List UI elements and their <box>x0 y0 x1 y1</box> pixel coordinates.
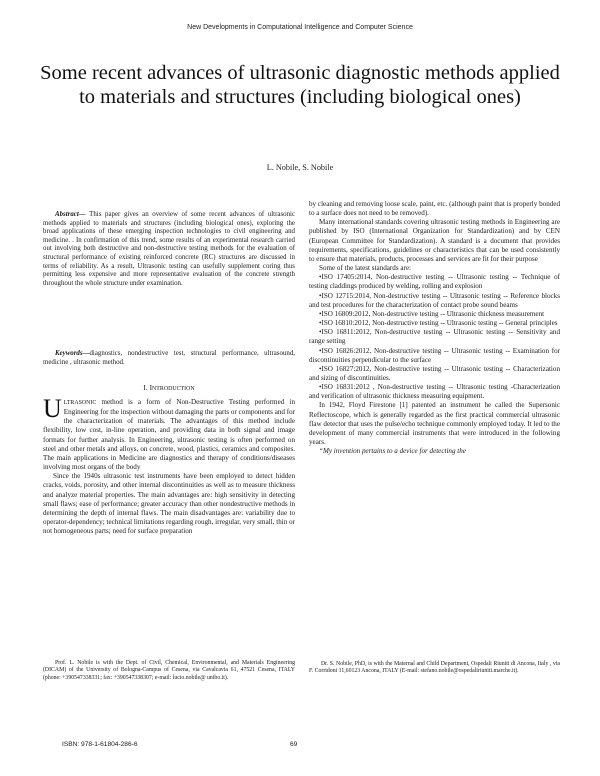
section-title-rest: NTRODUCTION <box>152 386 195 392</box>
footnote-right: Dr. S. Nobile, PhD, is with the Maternal and Child Department, Ospedali Riuniti di Ancona, Italy , via F. Corridoni 11,60123 Ancona, ITALY (E-mail: stefano.nobile@ospedaliriuniti.marche.it). <box>309 661 560 675</box>
quote-start: “My invention pertains to a device for detecting the <box>319 447 466 456</box>
authors: L. Nobile, S. Nobile <box>266 163 334 172</box>
page-number: 69 <box>290 741 298 748</box>
running-header: New Developments in Computational Intelligence and Computer Science <box>187 24 413 31</box>
abstract <box>43 211 295 288</box>
paper-title: Some recent advances of ultrasonic diagnostic methods applied to materials and structures (including biological ones) <box>40 62 560 108</box>
right-paragraph-1: Many international standards covering ultrasonic testing methods in Engineering are published by ISO (International Organization for Standardization) and by CEN (European Committee for Standardization). A standard is a document that provides requirements, specifications, guidelines or characteristics that can be used consistently to ensure that materials, products, processes and services are fit for their purpose <box>309 218 560 263</box>
right-paragraph-0: by cleaning and removing loose scale, paint, etc. (although paint that is properly bonded to a surface does not need to be removed). <box>309 200 560 218</box>
keywords-label: Keywords— <box>55 350 90 357</box>
section-initial: I <box>149 383 153 392</box>
right-paragraph-2: Some of the latest standards are: <box>319 264 411 273</box>
intro-smallcaps: LTRASONIC <box>63 400 97 406</box>
standard-item: •ISO 16831:2012 , Non-destructive testing -- Ultrasonic testing -Characterization and verification of ultrasonic thickness measuring equipment. <box>309 383 560 401</box>
standard-item: •ISO 12715:2014, Non-destructive testing -- Ultrasonic testing -- Reference blocks and test procedures for the characterization of contact probe sound beams <box>309 291 560 309</box>
isbn: ISBN: 978-1-61804-286-6 <box>62 741 138 748</box>
right-paragraph-3: In 1942, Floyd Firestone [1] patented an instrument he called the Supersonic Reflectoscope, which is generally regarded as the first practical commercial ultrasonic flaw detector that uses the pulse/echo technique commonly employed today. It led to the development of many commercial instruments that were introduced in the following years. <box>309 401 560 447</box>
standard-item: •ISO 16809:2012, Non-destructive testing -- Ultrasonic thickness measurement <box>319 309 545 318</box>
right-column <box>309 200 560 456</box>
standard-item: •ISO 17405:2014, Non-destructive testing -- Ultrasonic testing -- Technique of testing claddings produced by welding, rolling and explosion <box>309 273 560 291</box>
abstract-text: This paper gives an overview of some recent advances of ultrasonic methods applied to materials and structures (including biological ones), exploring the broad applications of these emerging inspection technologies to civil engineering and medicine. . In confirmation of this trend, some results of an experimental research carried out involving both destructive and non-destructive testing methods for the evaluation of structural performance of existing reinforced concrete (RC) structures are discussed in terms of reliability. As a result, Ultrasonic testing can usefully supplement coring thus permitting less expensive and more representative evaluation of the concrete strength throughout the whole structure under examination. <box>43 211 295 287</box>
section-heading <box>43 383 295 394</box>
intro-paragraph-1: method is a form of Non-Destructive Testing performed in Engineering for the inspection without damaging the parts or components and for the characterization of materials. The advantages of this method include flexibility, low cost, in-line operation, and providing data in both signal and image formats for further analysis. In Engineering, ultrasonic testing is often performed on steel and other metals and alloys, on concrete, wood, plastics, ceramics and composites. The main applications in Medicine are diagnostics and therapy of conditions/diseases involving most organs of the body <box>43 398 295 472</box>
abstract-label: Abstract— <box>55 211 86 218</box>
keywords <box>43 350 295 367</box>
standard-item: •ISO 16827:2012, Non-destructive testing -- Ultrasonic testing -- Characterization and sizing of discontinuities. <box>309 364 560 382</box>
introduction-body <box>43 394 295 536</box>
keywords-text: diagnostics, nondestructive test, structural performance, ultrasound, medicine , ultrasonic method. <box>43 350 295 366</box>
standard-item: •ISO 16810:2012, Non-destructive testing -- Ultrasonic testing -- General principles <box>319 319 558 328</box>
intro-paragraph-2: Since the 1940s ultrasonic test instruments have been employed to detect hidden cracks, voids, porosity, and other internal discontinuities as well as to measure thickness and analyze material properties. The main advantages are: high sensitivity in detecting small flaws; ease of performance; greater accuracy than other nondestructive methods in determining the depth of internal flaws. The main disadvantages are: variability due to operator-dependency; technical limitations regarding rough, irregular, very small, thin or not homogeneous parts; need for surface preparation <box>43 472 295 536</box>
standard-item: •ISO 16811:2012, Non-destructive testing -- Ultrasonic testing -- Sensitivity and range setting <box>309 328 560 346</box>
footnote-left: Prof. L. Nobile is with the Dept. of Civil, Chemical, Environmental, and Materials Engineering (DICAM) of the University of Bologna-Campus of Cesena, via Cavalcavia 61, 47521 Cesena, ITALY (phone: +390547338331; fax: +390547338307; e-mail: lucio.nobile@ unibo.it). <box>43 660 295 681</box>
drop-cap: U <box>43 394 62 423</box>
section-number: I. <box>143 383 150 392</box>
standard-item: •ISO 16826:2012, Non-destructive testing -- Ultrasonic testing -- Examination for discontinuities perpendicular to the surface <box>309 346 560 364</box>
